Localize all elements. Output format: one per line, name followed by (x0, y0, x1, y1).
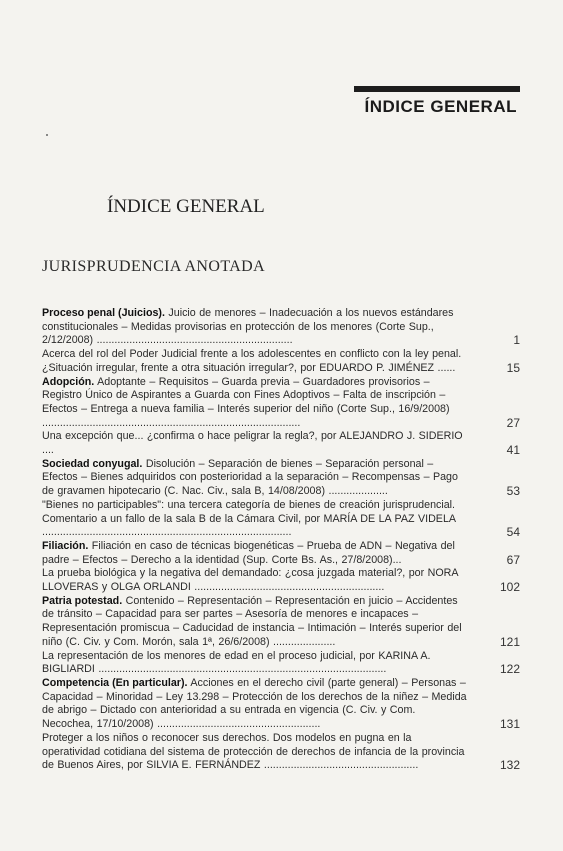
entry-text: La prueba biológica y la negativa del demandado: ¿cosa juzgada material?, por NORA LLOVERAS y OLGA ORLANDI ................................................................ (42, 567, 458, 594)
page-number: 54 (506, 525, 520, 540)
toc-entry[interactable] (42, 649, 520, 677)
toc-entry[interactable] (42, 567, 520, 595)
page-number: 27 (506, 415, 520, 430)
toc-entry[interactable] (42, 375, 520, 431)
page-number: 15 (506, 360, 520, 375)
header-rule (354, 86, 520, 92)
entry-text: Disolución – Separación de bienes – Separación personal – Efectos – Bienes adquiridos con posterioridad a la separación – Recompensas – Pago de gravamen hipotecario (C. Nac. Civ., sala B, 14/08/2008) .................... (42, 457, 458, 498)
entry-heading: Sociedad conyugal. (42, 457, 143, 470)
entry-heading: Filiación. (42, 539, 89, 552)
entry-text: Filiación en caso de técnicas biogenéticas – Prueba de ADN – Negativa del padre – Efectos – Derecho a la identidad (Sup. Corte Bs. As., 27/8/2008)... (42, 539, 455, 566)
entry-text: Juicio de menores – Inadecuación a los nuevos estándares constitucionales – Medidas provisorias en protección de los menores (Corte Sup., 2/12/2008) .................................................................. (42, 307, 454, 347)
toc-entry[interactable] (42, 430, 520, 458)
entry-heading: Proceso penal (Juicios). (42, 307, 165, 319)
entry-text: Contenido – Representación – Representación en juicio – Accidentes de tránsito – Capacidad para ser partes – Asesoría de menores e incapaces – Representación promiscua – Caducidad de instancia – Intimación – Interés superior del niño (C. Civ. y Com. Morón, sala 1ª, 26/6/2008) ..................... (42, 594, 462, 648)
entry-text: Proteger a los niños o reconocer sus derechos. Dos modelos en pugna en la operatividad cotidiana del sistema de protección de derechos de infancia de la provincia de Buenos Aires, por SILVIA E. FERNÁNDEZ .................................................... (42, 731, 465, 772)
entry-text: "Bienes no participables": una tercera categoría de bienes de creación jurisprudencial. Comentario a un fallo de la sala B de la Cámara Civil, por MARÍA DE LA PAZ VIDELA .................................................................................... (42, 498, 456, 539)
speck-mark (46, 134, 48, 136)
entry-text: Acerca del rol del Poder Judicial frente a los adolescentes en conflicto con la ley penal. ¿Situación irregular, frente a otra situación irregular?, por EDUARDO P. JIMÉNEZ ...... (42, 348, 462, 374)
entry-text: Acciones en el derecho civil (parte general) – Personas – Capacidad – Minoridad – Ley 13.298 – Protección de los derechos de la niñez – Medida de abrigo – Dictado con anterioridad a su entrada en vigencia (C. Civ. y Com. Necochea, 17/10/2008) ....................................................... (42, 676, 467, 731)
toc-entry[interactable] (42, 307, 520, 348)
page-number: 131 (499, 717, 520, 732)
entry-text: La representación de los menores de edad en el proceso judicial, por KARINA A. BIGLIARDI ................................................................................................. (42, 649, 431, 676)
toc-entry[interactable] (42, 594, 520, 650)
entry-text: Adoptante – Requisitos – Guarda previa – Guardadores provisorios – Registro Único de Aspirantes a Guarda con Fines Adoptivos – Falta de inscripción – Efectos – Entrega a nueva familia – Interés superior del niño (Corte Sup., 16/9/2008) ....................................................................................... (42, 375, 450, 429)
page-number: 67 (506, 552, 520, 567)
toc-entry[interactable] (42, 539, 520, 567)
entry-text: Una excepción que... ¿confirma o hace peligrar la regla?, por ALEJANDRO J. SIDERIO .... (42, 430, 463, 457)
toc-entry[interactable] (42, 731, 520, 773)
page-number: 1 (513, 333, 520, 348)
entry-heading: Competencia (En particular). (42, 676, 188, 689)
toc-entry[interactable] (42, 457, 520, 499)
section-title: JURISPRUDENCIA ANOTADA (42, 258, 266, 275)
page-title: ÍNDICE GENERAL (107, 196, 265, 217)
page-number: 41 (506, 443, 520, 458)
toc-list (42, 307, 520, 773)
entry-heading: Adopción. (42, 375, 95, 388)
page-number: 122 (499, 662, 520, 677)
page-number: 102 (499, 580, 520, 595)
entry-heading: Patria potestad. (42, 594, 123, 607)
page-number: 132 (499, 758, 520, 773)
page-number: 53 (506, 484, 520, 499)
page-number: 121 (499, 634, 520, 649)
toc-entry[interactable] (42, 348, 520, 375)
toc-entry[interactable] (42, 676, 520, 732)
running-head: ÍNDICE GENERAL (364, 97, 517, 116)
toc-entry[interactable] (42, 498, 520, 540)
